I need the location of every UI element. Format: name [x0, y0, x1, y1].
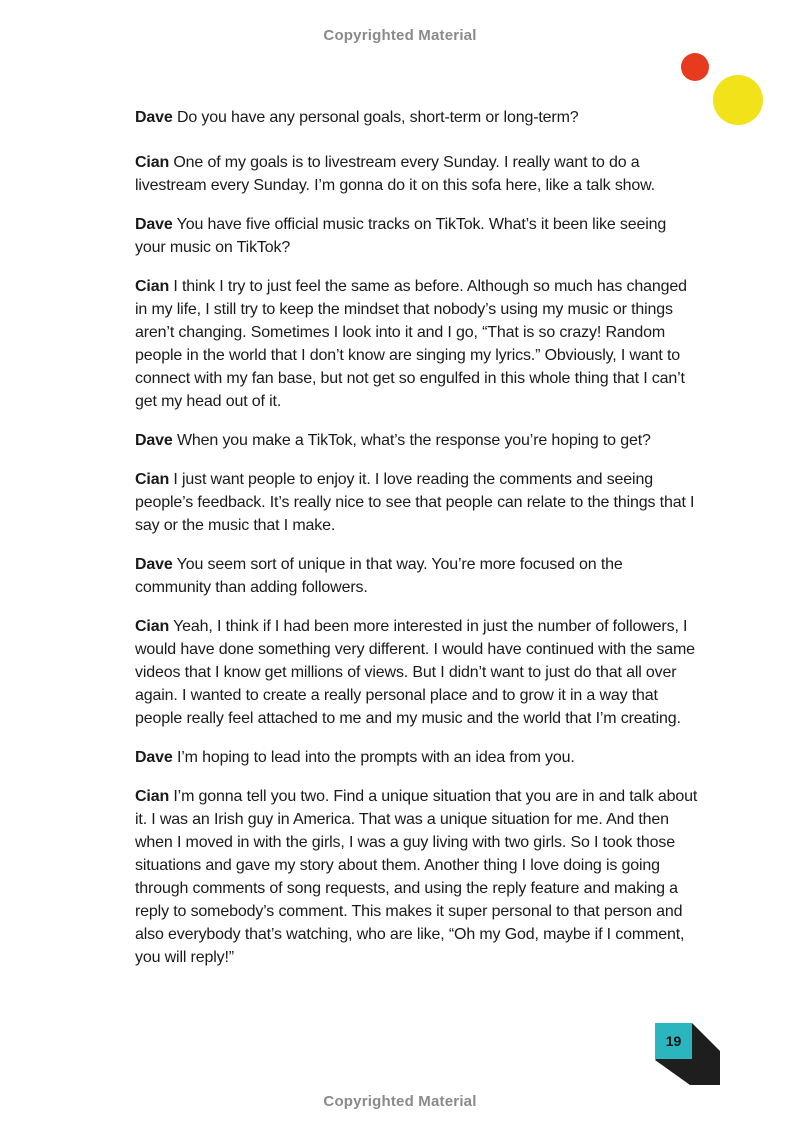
speaker-name: Dave	[135, 556, 173, 573]
interview-paragraph	[135, 151, 700, 197]
speaker-name: Cian	[135, 788, 170, 805]
decorative-red-dot	[681, 53, 709, 81]
interview-paragraph	[135, 553, 700, 599]
paragraph-text: One of my goals is to livestream every Sunday. I really want to do a livestream every Sunday. I’m gonna do it on this sofa here, like a talk show.	[135, 154, 655, 194]
speaker-name: Cian	[135, 154, 170, 171]
paragraph-text: Do you have any personal goals, short-term or long-term?	[176, 109, 579, 126]
paragraph-text: I just want people to enjoy it. I love reading the comments and seeing people’s feedback. It’s really nice to see that people can relate to the things that I say or the music that I make.	[135, 471, 695, 534]
decorative-yellow-dot	[713, 75, 763, 125]
speaker-name: Dave	[135, 432, 173, 449]
interview-paragraph	[135, 275, 700, 413]
interview-paragraph	[135, 615, 700, 730]
speaker-name: Dave	[135, 749, 173, 766]
interview-paragraph	[135, 106, 700, 129]
paragraph-text: I’m gonna tell you two. Find a unique situation that you are in and talk about it. I was an Irish guy in America. That was a unique situation for me. And then when I moved in with the girls, I was a guy living with two girls. So I took those situations and gave my story about them. Another thing I love doing is going through comments of song requests, and using the reply feature and making a reply to somebody’s comment. This makes it super personal to that person and also everybody that’s watching, who are like, “Oh my God, maybe if I comment, you will reply!”	[135, 788, 698, 966]
page-number: 19	[665, 1033, 682, 1049]
speaker-name: Dave	[135, 109, 173, 126]
speaker-name: Cian	[135, 278, 170, 295]
copyright-watermark-top: Copyrighted Material	[323, 27, 477, 44]
interview-paragraph	[135, 213, 700, 259]
paragraph-text: You seem sort of unique in that way. You’re more focused on the community than adding followers.	[135, 556, 623, 596]
speaker-name: Cian	[135, 618, 170, 635]
speaker-name: Dave	[135, 216, 173, 233]
paragraph-text: When you make a TikTok, what’s the response you’re hoping to get?	[176, 432, 651, 449]
interview-paragraph	[135, 785, 700, 969]
interview-paragraph	[135, 746, 700, 769]
interview-paragraph	[135, 468, 700, 537]
paragraph-text: You have five official music tracks on TikTok. What’s it been like seeing your music on TikTok?	[135, 216, 667, 256]
interview-body	[135, 106, 700, 985]
paragraph-text: I think I try to just feel the same as before. Although so much has changed in my life, I still try to keep the mindset that nobody’s using my music or things aren’t changing. Sometimes I look into it and I go, “That is so crazy! Random people in the world that I don’t know are singing my lyrics.” Obviously, I want to connect with my fan base, but not get so engulfed in this whole thing that I can’t get my head out of it.	[135, 278, 687, 410]
speaker-name: Cian	[135, 471, 170, 488]
copyright-watermark-bottom: Copyrighted Material	[323, 1093, 477, 1110]
interview-paragraph	[135, 429, 700, 452]
paragraph-text: Yeah, I think if I had been more interested in just the number of followers, I would have done something very different. I would have continued with the same videos that I know get millions of views. But I didn’t want to just do that all over again. I wanted to create a really personal place and to grow it in a way that people really feel attached to me and my music and the world that I’m creating.	[135, 618, 695, 727]
paragraph-text: I’m hoping to lead into the prompts with an idea from you.	[176, 749, 575, 766]
